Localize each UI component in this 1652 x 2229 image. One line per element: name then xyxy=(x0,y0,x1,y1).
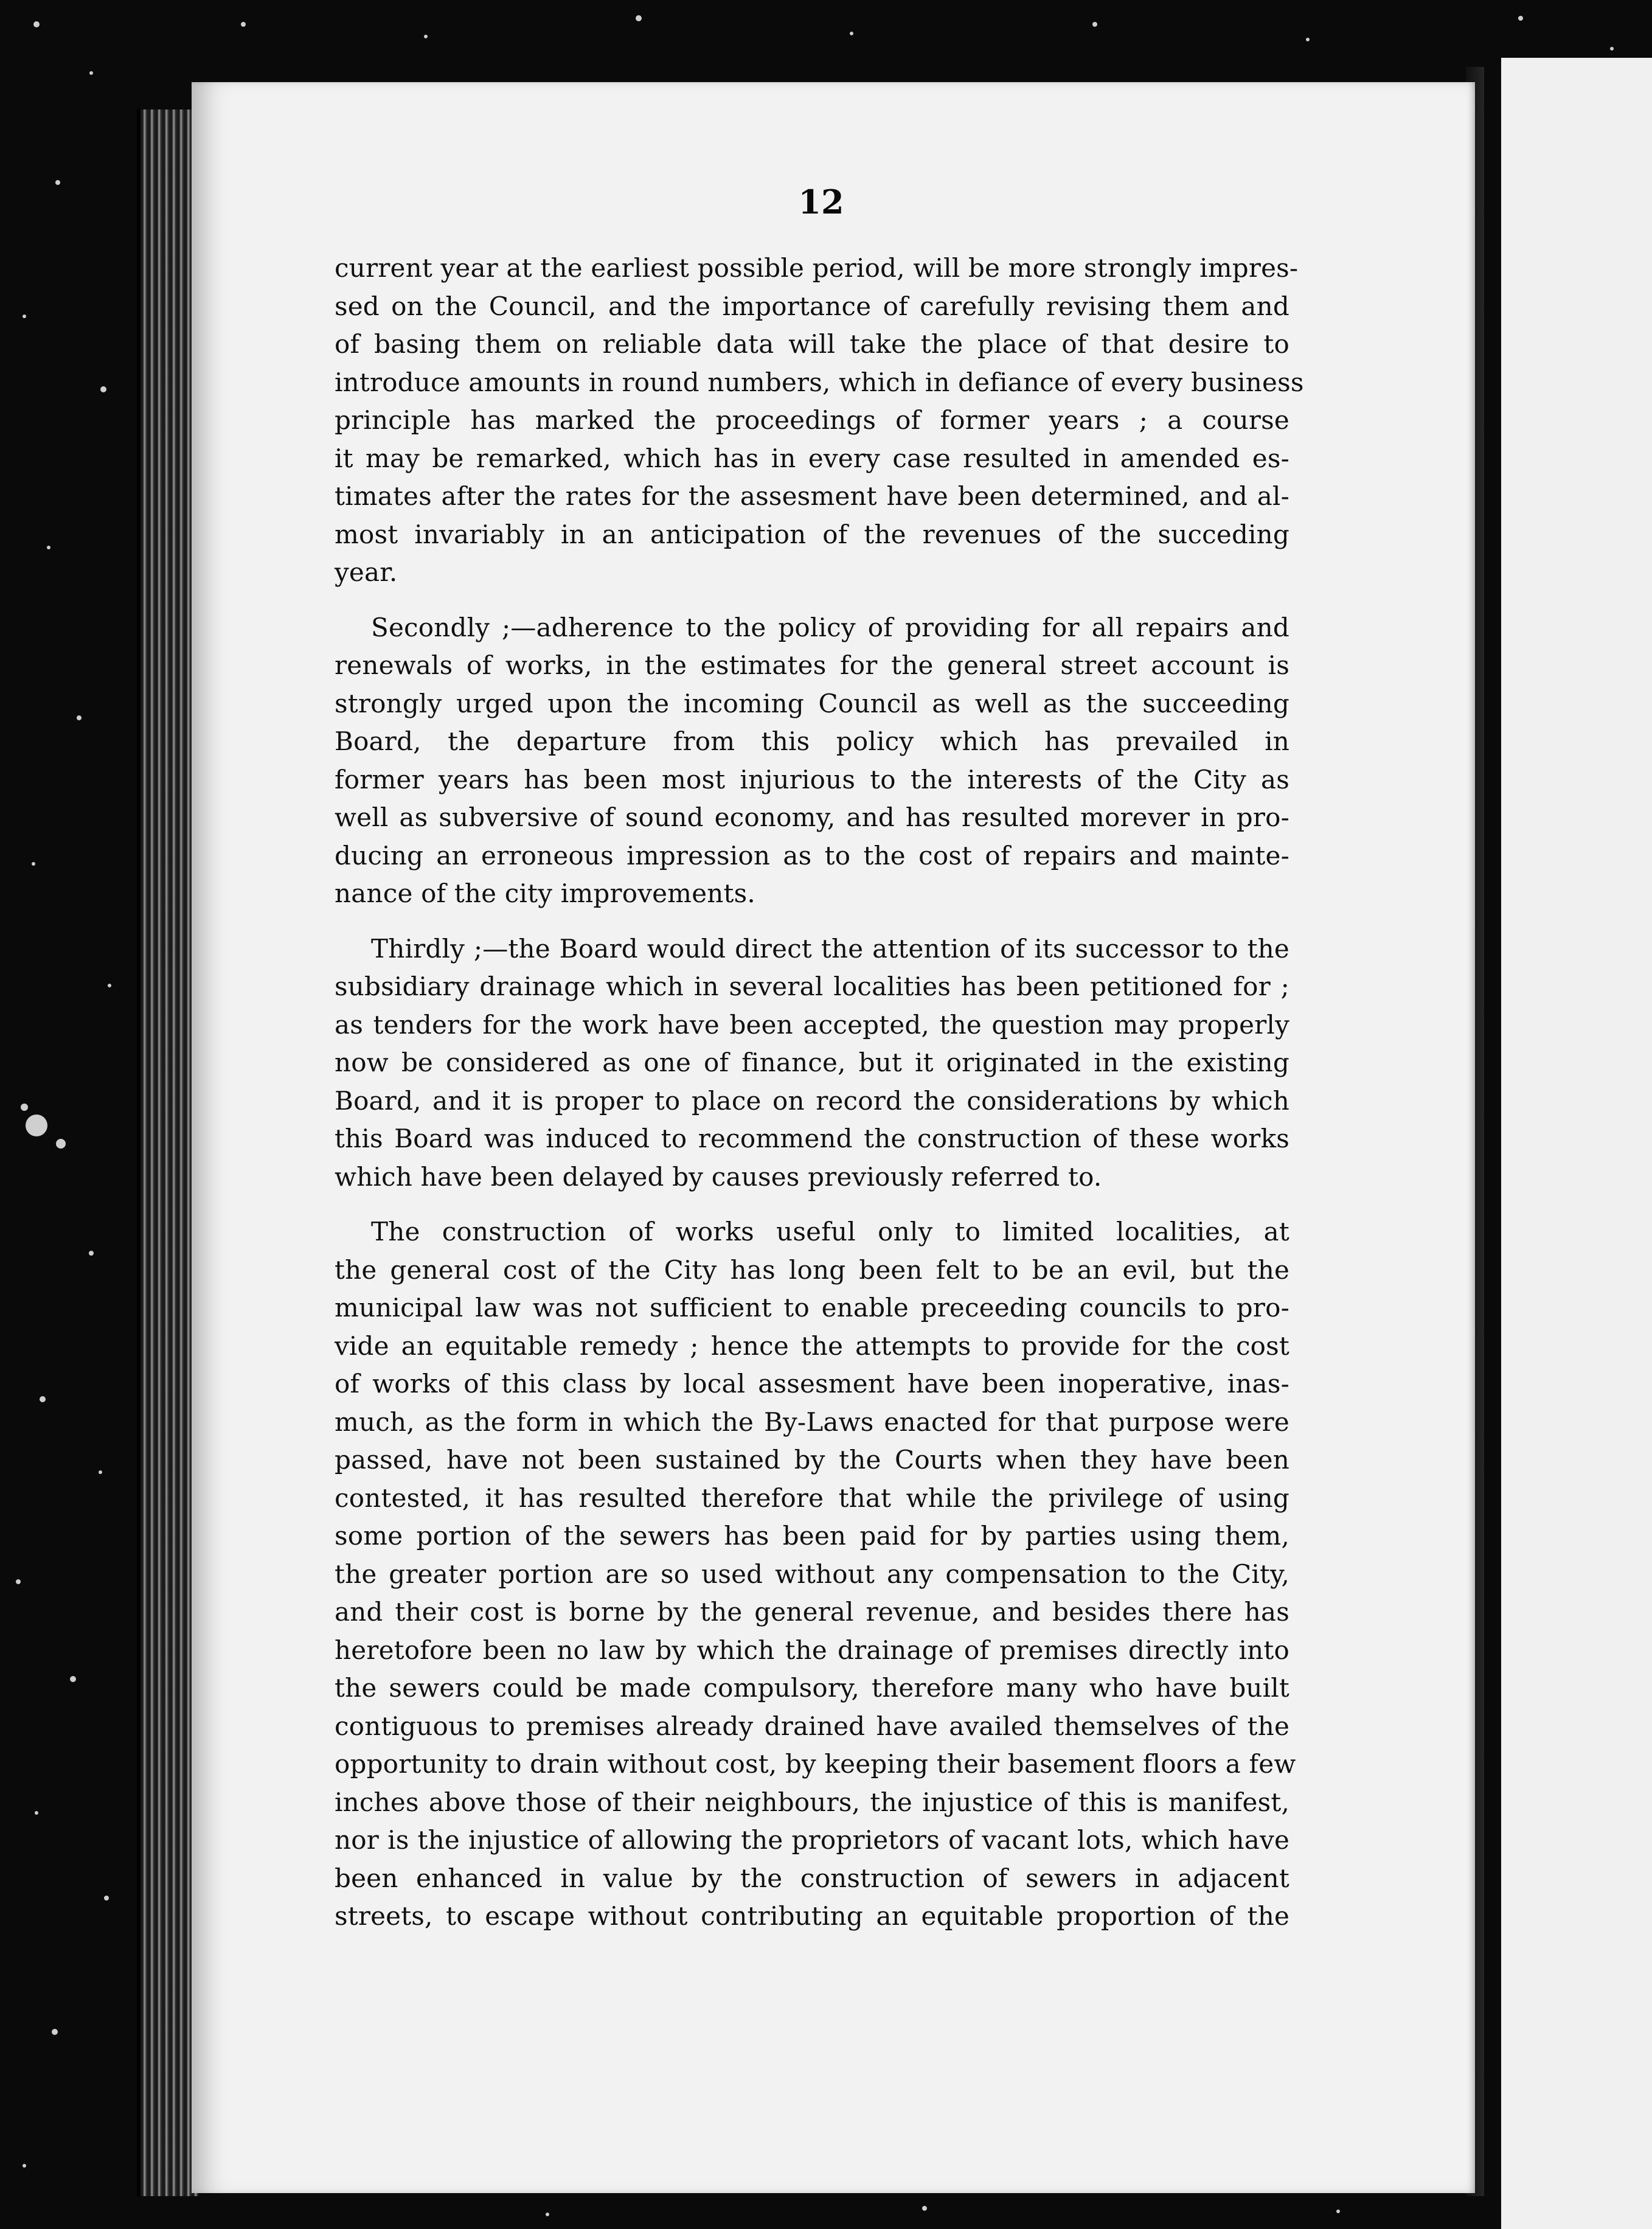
text-line: most invariably in an anticipation of the revenues of the succeding xyxy=(335,519,1289,549)
text-line: inches above those of their neighbours, the injustice of this is manifest, xyxy=(335,1787,1289,1817)
text-line: of works of this class by local assesment have been inoperative, inas- xyxy=(335,1369,1289,1399)
text-line: the sewers could be made compulsory, therefore many who have built xyxy=(335,1673,1289,1703)
text-line: Thirdly ;—the Board would direct the attention of its successor to the xyxy=(371,933,1289,964)
text-line: subsidiary drainage which in several localities has been petitioned for ; xyxy=(335,972,1289,1001)
text-line: The construction of works useful only to limited localities, at xyxy=(371,1217,1289,1247)
text-line: well as subversive of sound economy, and has resulted morever in pro- xyxy=(335,802,1289,832)
text-line: this Board was induced to recommend the construction of these works xyxy=(335,1124,1289,1153)
text-line: municipal law was not sufficient to enable preceeding councils to pro- xyxy=(335,1293,1289,1323)
text-line: opportunity to drain without cost, by keeping their basement floors a few xyxy=(335,1749,1296,1779)
text-line: the general cost of the City has long been felt to be an evil, but the xyxy=(335,1254,1289,1285)
paragraph-1 xyxy=(335,249,1304,592)
text-line: now be considered as one of finance, but it originated in the existing xyxy=(335,1048,1289,1077)
paragraph-4 xyxy=(335,1213,1296,1936)
text-line: year. xyxy=(335,557,398,587)
text-line: ducing an erroneous impression as to the cost of repairs and mainte- xyxy=(335,840,1289,871)
text-line: as tenders for the work have been accepted, the question may properly xyxy=(335,1009,1289,1040)
paragraph-2 xyxy=(335,609,1289,913)
text-line: Secondly ;—adherence to the policy of providing for all repairs and xyxy=(371,612,1289,642)
text-line: it may be remarked, which has in every case resulted in amended es- xyxy=(335,443,1289,473)
text-line: passed, have not been sustained by the Courts when they have been xyxy=(335,1445,1289,1475)
text-line: much, as the form in which the By-Laws enacted for that purpose were xyxy=(335,1407,1289,1437)
facing-page-edge xyxy=(1484,58,1652,2229)
text-line: strongly urged upon the incoming Council as well as the succeeding xyxy=(335,688,1289,718)
text-line: the greater portion are so used without any compensation to the City, xyxy=(335,1559,1289,1589)
text-line: sed on the Council, and the importance of carefully revising them and xyxy=(335,291,1289,321)
page-number: 12 xyxy=(798,183,844,221)
text-line: principle has marked the proceedings of former years ; a course xyxy=(335,405,1289,435)
text-line: Board, and it is proper to place on record the considerations by which xyxy=(335,1085,1289,1116)
body-text xyxy=(335,183,1304,1953)
text-line: vide an equitable remedy ; hence the attempts to provide for the cost xyxy=(335,1330,1289,1361)
text-line: some portion of the sewers has been paid for by parties using them, xyxy=(335,1521,1289,1551)
book-page-edges xyxy=(137,110,198,2196)
text-line: nor is the injustice of allowing the proprietors of vacant lots, which have xyxy=(335,1825,1289,1855)
text-line: contiguous to premises already drained have availed themselves of the xyxy=(335,1711,1289,1741)
text-line: current year at the earliest possible period, will be more strongly impres- xyxy=(335,253,1299,283)
text-line: contested, it has resulted therefore that while the privilege of using xyxy=(335,1483,1289,1513)
text-line: former years has been most injurious to the interests of the City as xyxy=(335,764,1289,795)
text-line: of basing them on reliable data will take the place of that desire to xyxy=(335,329,1289,359)
text-line: heretofore been no law by which the drainage of premises directly into xyxy=(335,1635,1289,1665)
paragraph-3 xyxy=(335,930,1289,1197)
text-line: streets, to escape without contributing an equitable proportion of the xyxy=(335,1901,1289,1931)
text-line: renewals of works, in the estimates for the general street account is xyxy=(335,650,1289,680)
text-line: and their cost is borne by the general revenue, and besides there has xyxy=(335,1597,1289,1627)
text-line: nance of the city improvements. xyxy=(335,878,755,908)
text-line: introduce amounts in round numbers, which in defiance of every business xyxy=(335,367,1304,397)
text-line: been enhanced in value by the construction of sewers in adjacent xyxy=(335,1863,1289,1893)
text-line: timates after the rates for the assesment have been determined, and al- xyxy=(335,481,1289,511)
text-line: Board, the departure from this policy which has prevailed in xyxy=(335,726,1289,756)
text-line: which have been delayed by causes previously referred to. xyxy=(335,1161,1102,1192)
